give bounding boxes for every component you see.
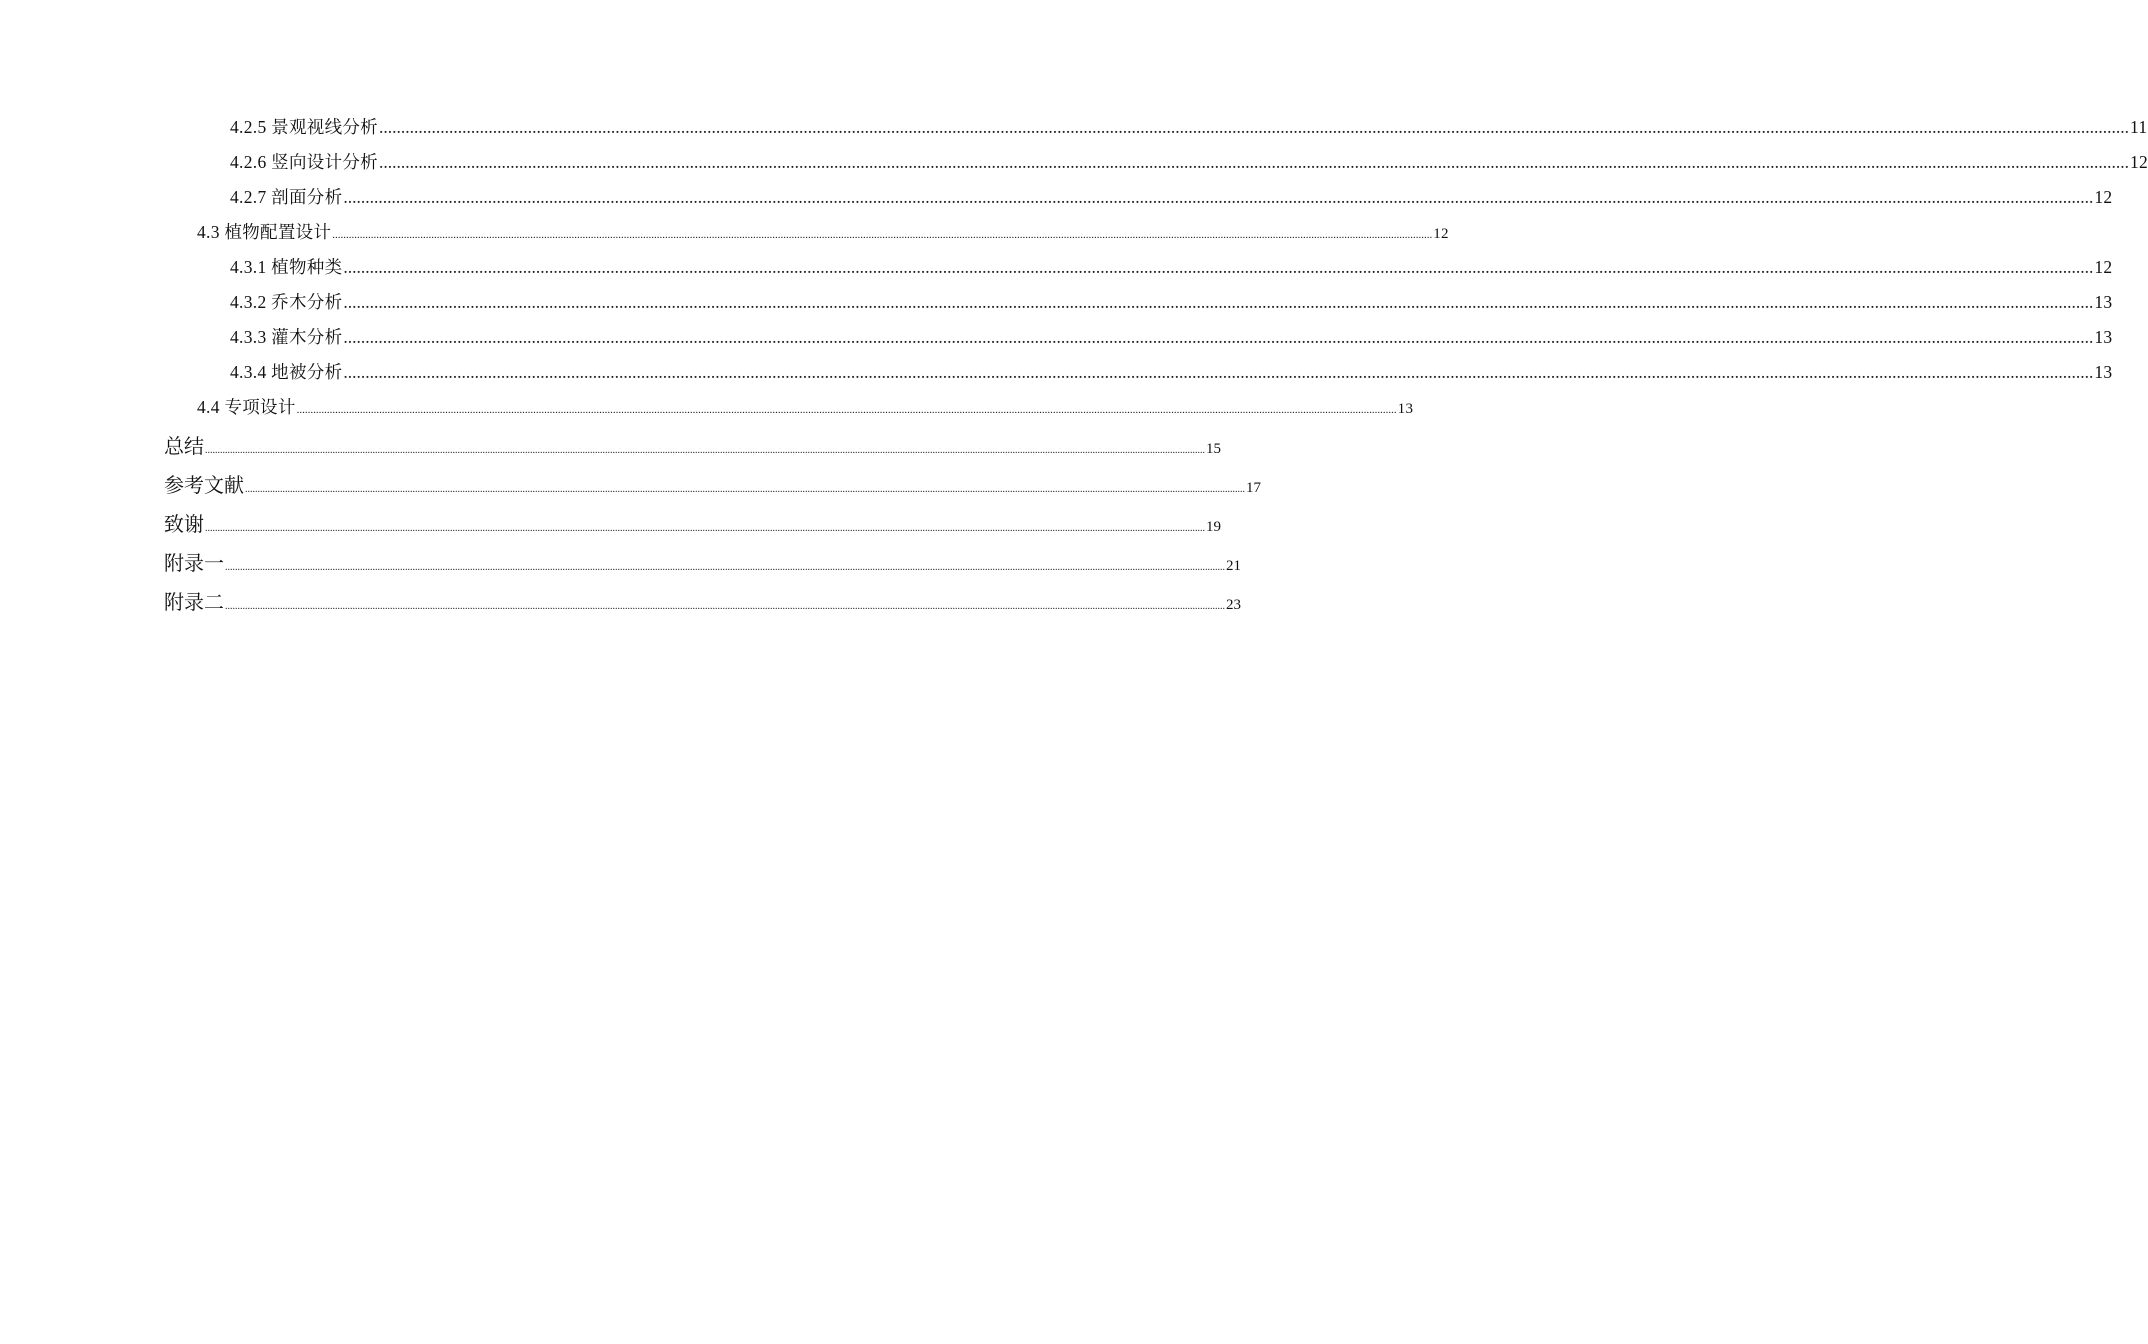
toc-entry[interactable] [230, 324, 2113, 349]
toc-entry-title: 4.3.1 植物种类 [230, 257, 343, 277]
toc-entry[interactable] [164, 547, 1241, 576]
toc-entry-title: 总结 [164, 434, 204, 458]
toc-dot-leader: ................................................................................................................................................................................................................................................................................................................................................................................................................ [343, 257, 2094, 277]
toc-entry-title: 4.2.7 剖面分析 [230, 187, 343, 207]
toc-dot-leader: ................................................................................................................................................................................................................................................................................................................................................................................................................ [378, 117, 2129, 137]
toc-entry[interactable] [230, 184, 2113, 209]
toc-dot-leader: ................................................................................................................................................................................................................................................................................................................................................................................................................ [245, 484, 1245, 495]
toc-entry[interactable] [230, 289, 2113, 314]
toc-entry[interactable] [230, 149, 2148, 174]
toc-entry-title: 4.2.5 景观视线分析 [230, 117, 378, 137]
toc-entry-page: 12 [2094, 257, 2113, 277]
toc-entry-page: 11 [2129, 117, 2148, 137]
toc-entry[interactable] [230, 114, 2148, 139]
toc-entry-title: 4.3.3 灌木分析 [230, 327, 343, 347]
toc-entry-title: 4.2.6 竖向设计分析 [230, 152, 378, 172]
toc-entry-title: 参考文献 [164, 473, 244, 497]
toc-dot-leader: ................................................................................................................................................................................................................................................................................................................................................................................................................ [343, 362, 2094, 382]
toc-dot-leader: ................................................................................................................................................................................................................................................................................................................................................................................................................ [343, 187, 2094, 207]
toc-entry-page: 15 [1206, 441, 1221, 457]
toc-entry-title: 4.3.2 乔木分析 [230, 292, 343, 312]
toc-entry-page: 12 [2094, 187, 2113, 207]
toc-entry-title: 4.4 专项设计 [197, 397, 296, 417]
toc-dot-leader: ................................................................................................................................................................................................................................................................................................................................................................................................................ [343, 292, 2094, 312]
toc-entry-title: 4.3 植物配置设计 [197, 222, 332, 242]
toc-dot-leader: ................................................................................................................................................................................................................................................................................................................................................................................................................ [205, 523, 1205, 534]
toc-entry-page: 21 [1226, 558, 1241, 574]
toc-dot-leader: ................................................................................................................................................................................................................................................................................................................................................................................................................ [205, 445, 1205, 456]
toc-entry-title: 附录二 [164, 590, 224, 614]
toc-entry-page: 13 [1397, 401, 1414, 417]
toc-entry[interactable] [164, 469, 1261, 498]
toc-entry-page: 17 [1246, 480, 1261, 496]
toc-entry[interactable] [164, 430, 1221, 459]
toc-entry-title: 致谢 [164, 512, 204, 536]
toc-entry[interactable] [164, 586, 1241, 615]
toc-entry[interactable] [197, 219, 1449, 244]
toc-entry[interactable] [164, 508, 1221, 537]
toc-entry-page: 23 [1226, 597, 1241, 613]
toc-entry-page: 13 [2094, 362, 2113, 382]
toc-dot-leader: ................................................................................................................................................................................................................................................................................................................................................................................................................ [225, 562, 1225, 573]
toc-dot-leader: ................................................................................................................................................................................................................................................................................................................................................................................................................ [225, 601, 1225, 612]
toc-entry[interactable] [230, 359, 2113, 384]
toc-dot-leader: ................................................................................................................................................................................................................................................................................................................................................................................................................ [343, 327, 2094, 347]
toc-dot-leader: ................................................................................................................................................................................................................................................................................................................................................................................................................ [332, 229, 1433, 241]
toc-dot-leader: ................................................................................................................................................................................................................................................................................................................................................................................................................ [378, 152, 2129, 172]
toc-dot-leader: ................................................................................................................................................................................................................................................................................................................................................................................................................ [296, 404, 1397, 416]
toc-entry-page: 19 [1206, 519, 1221, 535]
toc-entry-page: 12 [2129, 152, 2148, 172]
toc-entry-title: 附录一 [164, 551, 224, 575]
toc-entry[interactable] [230, 254, 2113, 279]
toc-entry-page: 12 [1433, 226, 1449, 242]
toc-entry[interactable] [197, 394, 1414, 419]
toc-entry-title: 4.3.4 地被分析 [230, 362, 343, 382]
toc-entry-page: 13 [2094, 327, 2113, 347]
toc-entry-page: 13 [2094, 292, 2113, 312]
